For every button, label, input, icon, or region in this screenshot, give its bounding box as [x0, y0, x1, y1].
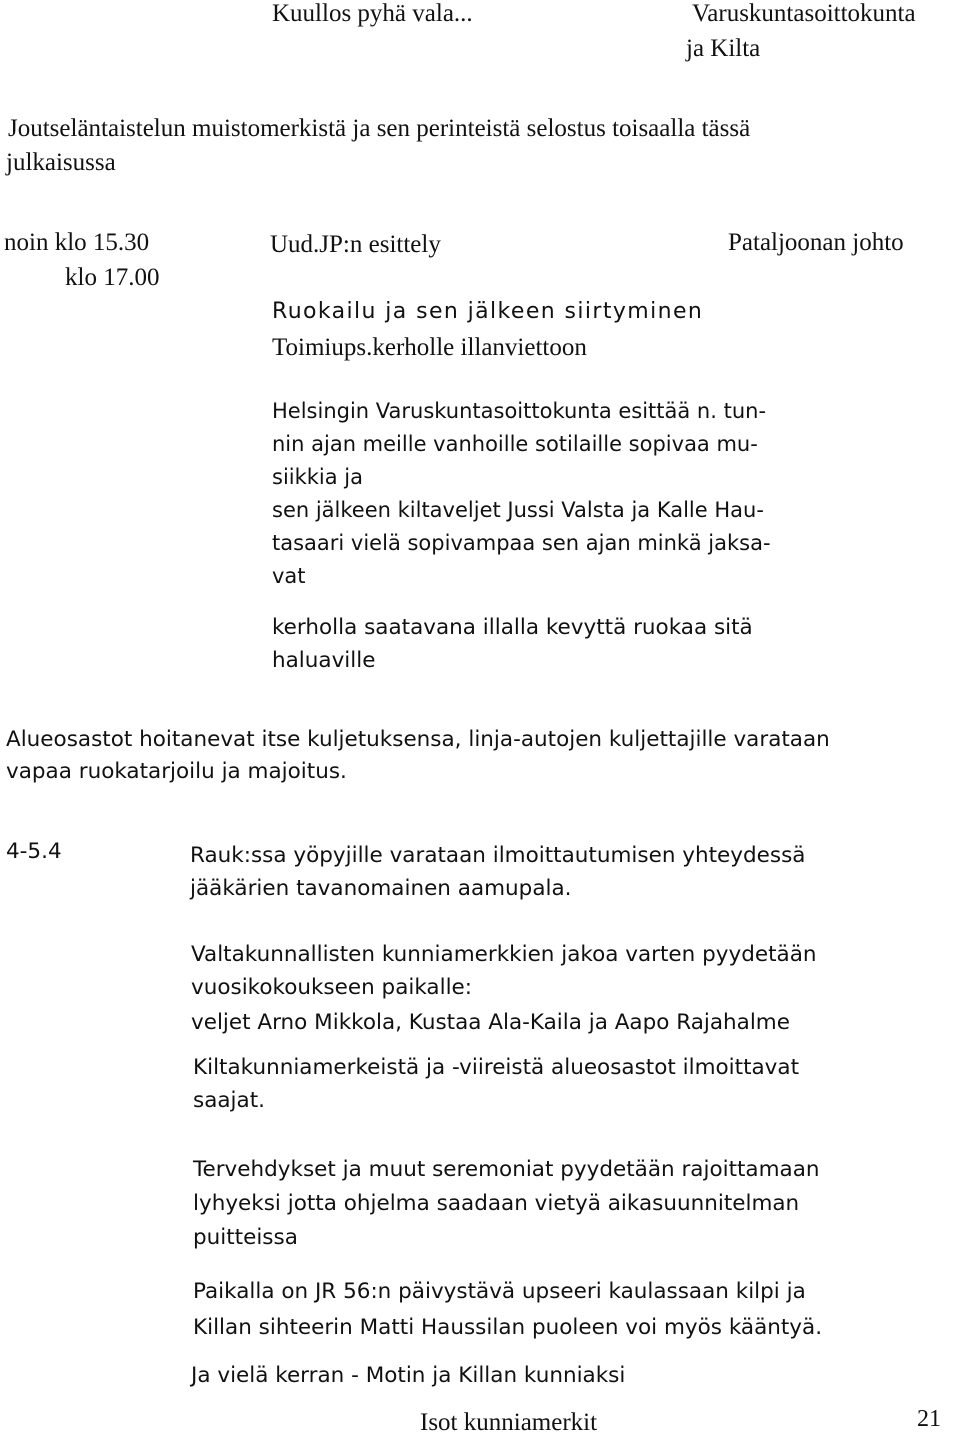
duty-paragraph [193, 1274, 822, 1346]
greetings-line2: lyhyeksi jotta ohjelma saadaan vietyä aikasuunnitelman [193, 1191, 800, 1216]
closing-line: Ja vielä kerran - Motin ja Killan kunniaksi [191, 1363, 626, 1388]
header-right-line1: Varuskuntasoittokunta [692, 0, 916, 27]
schedule-item-2-line1: Ruokailu ja sen jälkeen siirtyminen [272, 299, 704, 324]
schedule-item-1: Uud.JP:n esittely [270, 231, 441, 258]
transport-line2: vapaa ruokatarjoilu ja majoitus. [6, 759, 347, 784]
breakfast-date: 4-5.4 [6, 839, 62, 864]
evening-line: Helsingin Varuskuntasoittokunta esittää n. tun- [272, 399, 767, 423]
honors-line1: Valtakunnallisten kunniamerkkien jakoa varten pyydetään [191, 942, 817, 967]
evening-line: tasaari vielä sopivampaa sen ajan minkä jaksa- [272, 531, 771, 555]
guild-honors-paragraph [193, 1051, 799, 1117]
breakfast-line1: Rauk:ssa yöpyjille varataan ilmoittautumisen yhteydessä [190, 843, 806, 868]
evening-line: nin ajan meille vanhoille sotilaille sopivaa mu- [272, 432, 758, 456]
guild-honors-line1: Kiltakunniamerkeistä ja -viireistä alueosastot ilmoittavat [193, 1055, 800, 1080]
header-right-line2: ja Kilta [686, 35, 761, 62]
transport-line1: Alueosastot hoitanevat itse kuljetuksensa, linja-autojen kuljettajille varataan [6, 727, 830, 752]
intro-line2: julkaisussa [6, 149, 116, 176]
guild-honors-line2: saajat. [193, 1088, 265, 1113]
honors-paragraph [191, 938, 817, 1004]
page-number: 21 [917, 1406, 941, 1432]
schedule-time-1: noin klo 15.30 [4, 229, 150, 256]
duty-line2: Killan sihteerin Matti Haussilan puoleen voi myös kääntyä. [193, 1315, 823, 1340]
evening-line: vat [272, 564, 306, 588]
greetings-line1: Tervehdykset ja muut seremoniat pyydetään rajoittamaan [193, 1157, 820, 1182]
intro-line1: Joutseläntaistelun muistomerkistä ja sen perinteistä selostus toisaalla tässä [8, 115, 751, 142]
breakfast-line2: jääkärien tavanomainen aamupala. [190, 876, 572, 901]
breakfast-paragraph [190, 839, 805, 905]
evening-line: siikkia ja [272, 465, 364, 489]
greetings-paragraph [193, 1153, 820, 1255]
schedule-item-2-line2: Toimiups.kerholle illanviettoon [272, 334, 587, 361]
honors-recipients: veljet Arno Mikkola, Kustaa Ala-Kaila ja Aapo Rajahalme [191, 1010, 790, 1035]
evening-programme [272, 395, 771, 593]
duty-line1: Paikalla on JR 56:n päivystävä upseeri kaulassaan kilpi ja [193, 1279, 806, 1304]
evening-food [272, 611, 753, 677]
honors-line2: vuosikokoukseen paikalle: [191, 975, 473, 1000]
evening-food-line2: haluaville [272, 648, 376, 673]
evening-food-line1: kerholla saatavana illalla kevyttä ruokaa sitä [272, 615, 753, 640]
image-caption: Isot kunniamerkit [420, 1409, 598, 1436]
schedule-item-1-responsible: Pataljoonan johto [728, 229, 904, 256]
schedule-time-2: klo 17.00 [65, 264, 160, 291]
transport-paragraph [6, 724, 830, 788]
greetings-line3: puitteissa [193, 1225, 298, 1250]
header-left-title: Kuullos pyhä vala... [272, 0, 473, 27]
evening-line: sen jälkeen kiltaveljet Jussi Valsta ja Kalle Hau- [272, 498, 764, 522]
